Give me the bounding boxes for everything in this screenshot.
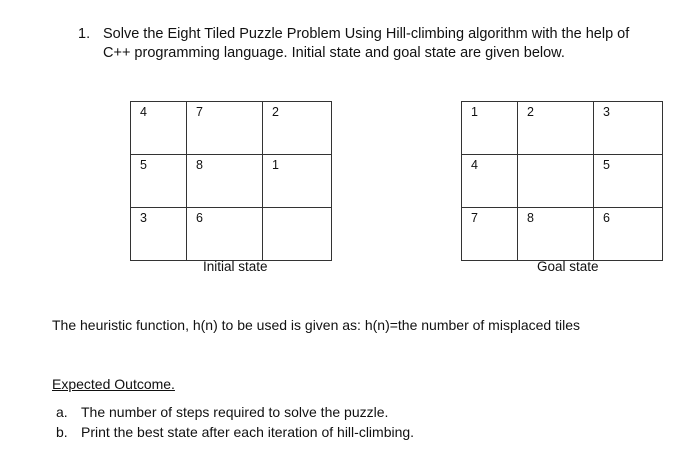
grid-cell: 4 [462,155,518,208]
grid-cell: 7 [462,208,518,261]
grid-cell: 6 [187,208,263,261]
grid-row [462,155,663,208]
grid-cell: 3 [131,208,187,261]
grid-cell: 1 [462,102,518,155]
grid-cell: 2 [518,102,594,155]
heuristic-description: The heuristic function, h(n) to be used is given as: h(n)=the number of misplaced tiles [52,317,580,333]
grid-cell: 3 [594,102,663,155]
grid-cell: 8 [187,155,263,208]
grid-cell [518,155,594,208]
goal-state-caption: Goal state [537,259,599,274]
grid-cell: 2 [263,102,332,155]
list-item-text: Print the best state after each iteration of hill-climbing. [81,424,415,440]
question-text-line-1: Solve the Eight Tiled Puzzle Problem Using Hill-climbing algorithm with the help of [103,26,630,42]
grid-row [131,208,332,261]
grid-cell: 5 [594,155,663,208]
grid-row [462,102,663,155]
list-marker: b. [56,424,68,440]
initial-state-caption: Initial state [203,259,268,274]
list-item-text: The number of steps required to solve the puzzle. [81,404,389,420]
grid-cell: 4 [131,102,187,155]
grid-cell: 5 [131,155,187,208]
grid-cell: 6 [594,208,663,261]
question-number: 1. [78,26,91,42]
grid-row [462,208,663,261]
expected-outcome-heading: Expected Outcome. [52,376,175,392]
grid-cell: 8 [518,208,594,261]
grid-cell [263,208,332,261]
question-text-line-2: C++ programming language. Initial state and goal state are given below. [103,45,565,61]
initial-state-grid [130,101,332,261]
grid-cell: 1 [263,155,332,208]
grid-row [131,102,332,155]
grid-cell: 7 [187,102,263,155]
list-marker: a. [56,404,68,420]
goal-state-grid [461,101,663,261]
grid-row [131,155,332,208]
list-item [56,404,388,420]
list-item [56,424,414,440]
